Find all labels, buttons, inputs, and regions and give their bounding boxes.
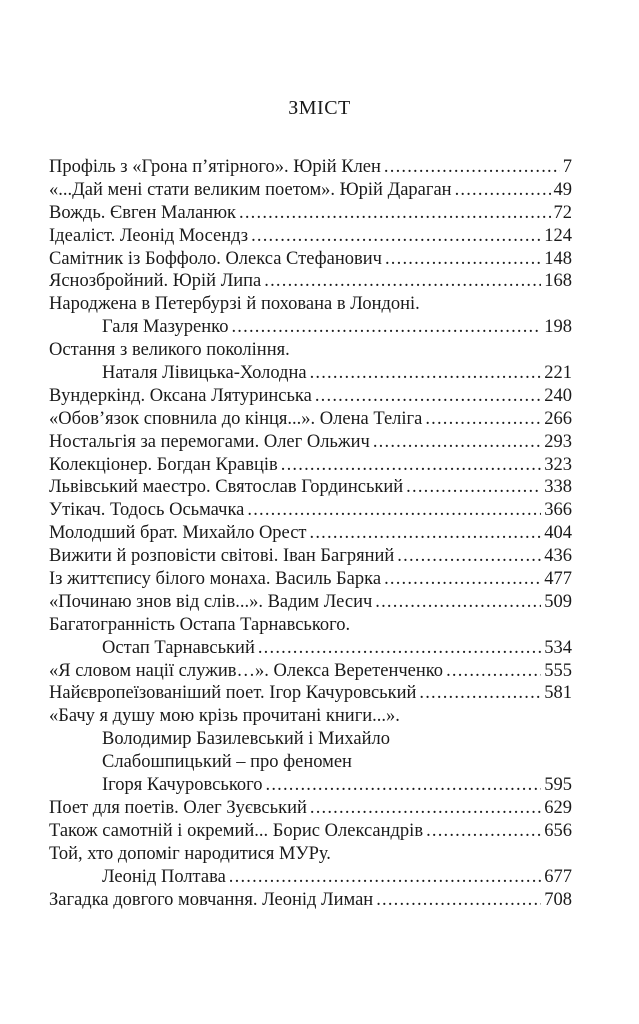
dot-leader	[264, 270, 541, 293]
toc-page-number: 124	[544, 225, 572, 246]
toc-entry-title: Остання з великого покоління.	[49, 340, 290, 361]
toc-entry-line	[49, 889, 572, 912]
toc-entry-line	[49, 499, 572, 522]
dot-leader	[455, 179, 551, 202]
toc-entry-title: Також самотній і окремий... Борис Олександрів	[49, 820, 424, 841]
dot-leader	[384, 156, 560, 179]
toc-entry	[49, 270, 572, 293]
toc-entry-title: Володимир Базилевський і Михайло	[102, 729, 390, 750]
toc-entry	[49, 431, 572, 454]
toc-entry-title: Ностальгія за перемогами. Олег Ольжич	[49, 431, 370, 452]
toc-entry-title: «Я словом нації служив…». Олекса Веретенченко	[49, 660, 444, 681]
toc-page-number: 266	[544, 408, 572, 429]
dot-leader	[310, 522, 542, 545]
toc-entry-line	[49, 316, 572, 339]
toc-page-number: 595	[544, 775, 572, 796]
toc-entry-line	[49, 156, 572, 179]
dot-leader	[426, 820, 541, 843]
toc-entry-line	[49, 568, 572, 591]
toc-entry-line	[49, 591, 572, 614]
dot-leader	[266, 774, 542, 797]
toc-entry-line	[49, 522, 572, 545]
toc-entry-title: Той, хто допоміг народитися МУРу.	[49, 843, 331, 864]
toc-entry	[49, 248, 572, 271]
toc-entry-title: Остап Тарнавський	[102, 637, 255, 658]
dot-leader	[247, 499, 541, 522]
toc-page-number: 49	[553, 179, 572, 200]
toc-entry-title: Колекціонер. Богдан Кравців	[49, 454, 278, 475]
toc-page-number: 509	[544, 591, 572, 612]
toc-entry-line	[49, 614, 572, 637]
toc-entry-line	[49, 179, 572, 202]
toc-entry	[49, 705, 572, 797]
toc-page-number: 240	[544, 385, 572, 406]
toc-entry-title: Ідеаліст. Леонід Мосендз	[49, 225, 249, 246]
toc-page-number: 366	[544, 500, 572, 521]
toc-entry	[49, 408, 572, 431]
toc-page-number: 677	[544, 866, 572, 887]
toc-entry-title: Самітник із Боффоло. Олекса Стефанович	[49, 248, 382, 269]
toc-page-number: 708	[544, 889, 572, 910]
toc-entry-line	[49, 797, 572, 820]
toc-page-number: 7	[562, 157, 572, 177]
toc-page-number: 72	[553, 202, 572, 223]
toc-entry-title: «...Дай мені стати великим поетом». Юрій Дараган	[49, 179, 452, 200]
toc-entry-title: Утікач. Тодось Осьмачка	[49, 500, 245, 521]
dot-leader	[258, 637, 541, 660]
toc-entry-line	[49, 454, 572, 477]
toc-page-number: 323	[544, 454, 572, 475]
toc-entry-line	[49, 637, 572, 660]
toc-page-number: 221	[544, 363, 572, 384]
toc-entry	[49, 522, 572, 545]
toc-entry-title: Леонід Полтава	[102, 866, 226, 887]
toc-entry-title: Вождь. Євген Маланюк	[49, 202, 237, 223]
dot-leader	[373, 431, 541, 454]
dot-leader	[310, 362, 542, 385]
dot-leader	[446, 660, 541, 683]
toc-entry-line	[49, 660, 572, 683]
toc-entry-title: Вундеркінд. Оксана Лятуринська	[49, 385, 312, 406]
toc-entry-title: Львівський маестро. Святослав Гординський	[49, 477, 404, 498]
toc-entry-line	[49, 476, 572, 499]
dot-leader	[229, 866, 541, 889]
dot-leader	[425, 408, 541, 431]
toc-entry	[49, 179, 572, 202]
toc-entry	[49, 339, 572, 385]
dot-leader	[375, 591, 541, 614]
toc-entry	[49, 476, 572, 499]
toc-entry-title: Поет для поетів. Олег Зуєвський	[49, 797, 307, 818]
toc-entry	[49, 156, 572, 179]
toc-entry-line	[49, 751, 572, 774]
dot-leader	[376, 889, 541, 912]
toc-page-number: 555	[544, 660, 572, 681]
toc-entry-title: Профіль з «Грона п’ятірного». Юрій Клен	[49, 157, 381, 177]
toc-entry-line	[49, 270, 572, 293]
toc-entry-title: Найєвропеїзованіший поет. Ігор Качуровський	[49, 683, 417, 704]
toc-entry	[49, 568, 572, 591]
toc-entry-line	[49, 225, 572, 248]
toc-entry-line	[49, 293, 572, 316]
toc-entry-title: Молодший брат. Михайло Орест	[49, 523, 307, 544]
toc-entry	[49, 385, 572, 408]
dot-leader	[384, 568, 541, 591]
toc-entry	[49, 682, 572, 705]
toc-entry-title: Галя Мазуренко	[102, 317, 229, 338]
dot-leader	[406, 476, 541, 499]
toc-page-number: 293	[544, 431, 572, 452]
toc-entry-line	[49, 385, 572, 408]
toc-entry-title: Ігоря Качуровського	[102, 775, 263, 796]
toc-page-number: 168	[544, 271, 572, 292]
dot-leader	[397, 545, 541, 568]
toc-page-number: 534	[544, 637, 572, 658]
toc-entry	[49, 591, 572, 614]
toc-entry	[49, 820, 572, 843]
toc-page-number: 656	[544, 820, 572, 841]
toc-page-number: 477	[544, 569, 572, 590]
dot-leader	[251, 225, 541, 248]
toc-entry-line	[49, 339, 572, 362]
toc-page-number: 338	[544, 477, 572, 498]
toc-entry-title: Наталя Лівицька-Холодна	[102, 363, 307, 384]
toc-entry	[49, 499, 572, 522]
toc-entry	[49, 797, 572, 820]
toc-entry-line	[49, 408, 572, 431]
toc-entry	[49, 293, 572, 339]
toc-page-number: 404	[544, 523, 572, 544]
toc-entry-title: Із життєпису білого монаха. Василь Барка	[49, 569, 382, 590]
toc-entry-title: «Починаю знов від слів...». Вадим Лесич	[49, 591, 373, 612]
toc-entry-title: Слабошпицький – про феномен	[102, 752, 352, 773]
toc-entry-title: «Бачу я душу мою крізь прочитані книги...».	[49, 706, 400, 727]
dot-leader	[281, 454, 541, 477]
toc-entry	[49, 454, 572, 477]
toc-entry	[49, 545, 572, 568]
dot-leader	[310, 797, 541, 820]
toc-entry-title: Вижити й розповісти світові. Іван Багряний	[49, 546, 395, 567]
toc-entry-line	[49, 866, 572, 889]
toc-entry	[49, 889, 572, 912]
dot-leader	[385, 248, 541, 271]
toc-entry-line	[49, 820, 572, 843]
toc-entry-title: «Обов’язок сповнила до кінця...». Олена Теліга	[49, 408, 423, 429]
toc-page-number: 581	[544, 683, 572, 704]
toc-entry-line	[49, 545, 572, 568]
toc-entry	[49, 660, 572, 683]
toc-entry	[49, 202, 572, 225]
toc-entry-line	[49, 682, 572, 705]
toc-page-number: 629	[544, 797, 572, 818]
toc-page-number: 198	[544, 317, 572, 338]
toc-entry-line	[49, 728, 572, 751]
toc-entry-line	[49, 202, 572, 225]
toc-entry-line	[49, 248, 572, 271]
toc-entry-title: Загадка довгого мовчання. Леонід Лиман	[49, 889, 374, 910]
toc-entry-line	[49, 705, 572, 728]
dot-leader	[231, 316, 541, 339]
toc-entry-line	[49, 431, 572, 454]
dot-leader	[239, 202, 550, 225]
toc-page-number: 436	[544, 546, 572, 567]
toc-entry-title: Багатогранність Остапа Тарнавського.	[49, 614, 351, 635]
toc-entry-title: Яснозбройний. Юрій Липа	[49, 271, 262, 292]
toc-entry-title: Народжена в Петербурзі й похована в Лондоні.	[49, 294, 420, 315]
toc-entry-line	[49, 774, 572, 797]
dot-leader	[315, 385, 541, 408]
toc-entry	[49, 843, 572, 889]
table-of-contents	[49, 156, 572, 911]
toc-entry-line	[49, 843, 572, 866]
dot-leader	[419, 682, 541, 705]
toc-entry	[49, 614, 572, 660]
toc-page-number: 148	[544, 248, 572, 269]
page-title: ЗМІСТ	[288, 97, 351, 119]
toc-entry	[49, 225, 572, 248]
toc-entry-line	[49, 362, 572, 385]
